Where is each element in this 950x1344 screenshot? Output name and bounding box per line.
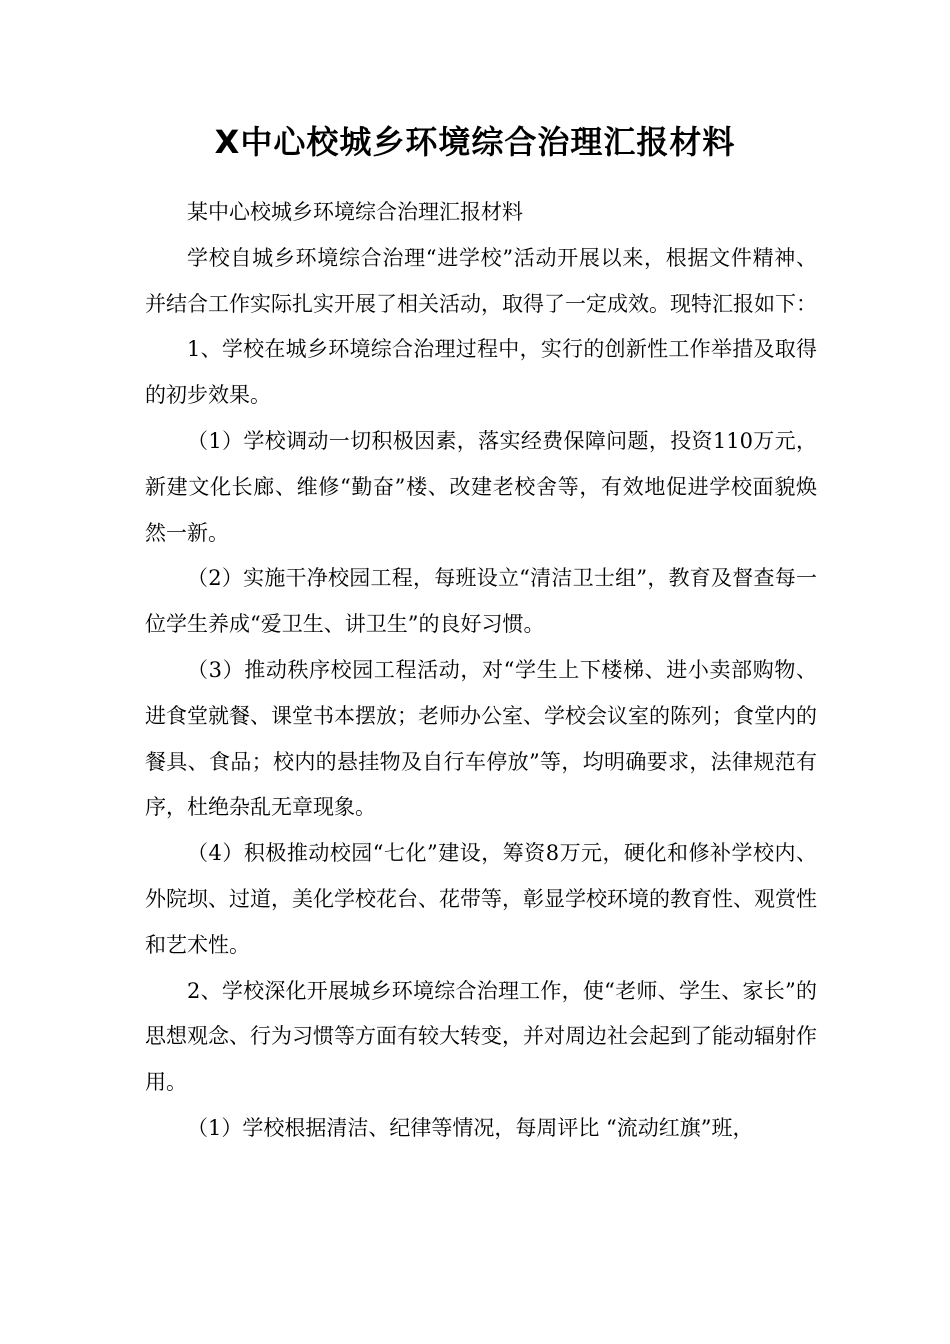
paragraph-section-2: 2、学校深化开展城乡环境综合治理工作，使“老师、学生、家长”的思想观念、行为习惯等方面有较大转变，并对周边社会起到了能动辐射作用。 [145, 978, 817, 1095]
paragraph-item-1-4: （4）积极推动校园“七化”建设，筹资8万元，硬化和修补学校内、外院坝、过道，美化学校花台、花带等，彰显学校环境的教育性、观赏性和艺术性。 [145, 841, 817, 957]
paragraph-item-1-1: （1）学校调动一切积极因素，落实经费保障问题，投资110万元，新建文化长廊、维修“勤奋”楼、改建老校舍等，有效地促进学校面貌焕然一新。 [145, 428, 817, 545]
paragraph-intro: 学校自城乡环境综合治理“进学校”活动开展以来，根据文件精神、并结合工作实际扎实开展了相关活动，取得了一定成效。现特汇报如下： [145, 245, 817, 316]
paragraph-item-1-3: （3）推动秩序校园工程活动，对“学生上下楼梯、进小卖部购物、进食堂就餐、课堂书本摆放；老师办公室、学校会议室的陈列；食堂内的餐具、食品；校内的悬挂物及自行车停放”等，均明确要求，法律规范有序，杜绝杂乱无章现象。 [145, 657, 817, 820]
paragraph-subtitle: 某中心校城乡环境综合治理汇报材料 [187, 200, 523, 224]
paragraph-item-1-2: （2）实施干净校园工程，每班设立“清洁卫士组”，教育及督查每一位学生养成“爱卫生、讲卫生”的良好习惯。 [145, 566, 817, 637]
paragraph-item-2-1: （1）学校根据清洁、纪律等情况，每周评比 “流动红旗”班， [187, 1115, 754, 1140]
document-title: X中心校城乡环境综合治理汇报材料 [214, 123, 736, 161]
document-body [145, 190, 817, 1152]
paragraph-section-1: 1、学校在城乡环境综合治理过程中，实行的创新性工作举措及取得的初步效果。 [145, 337, 817, 408]
